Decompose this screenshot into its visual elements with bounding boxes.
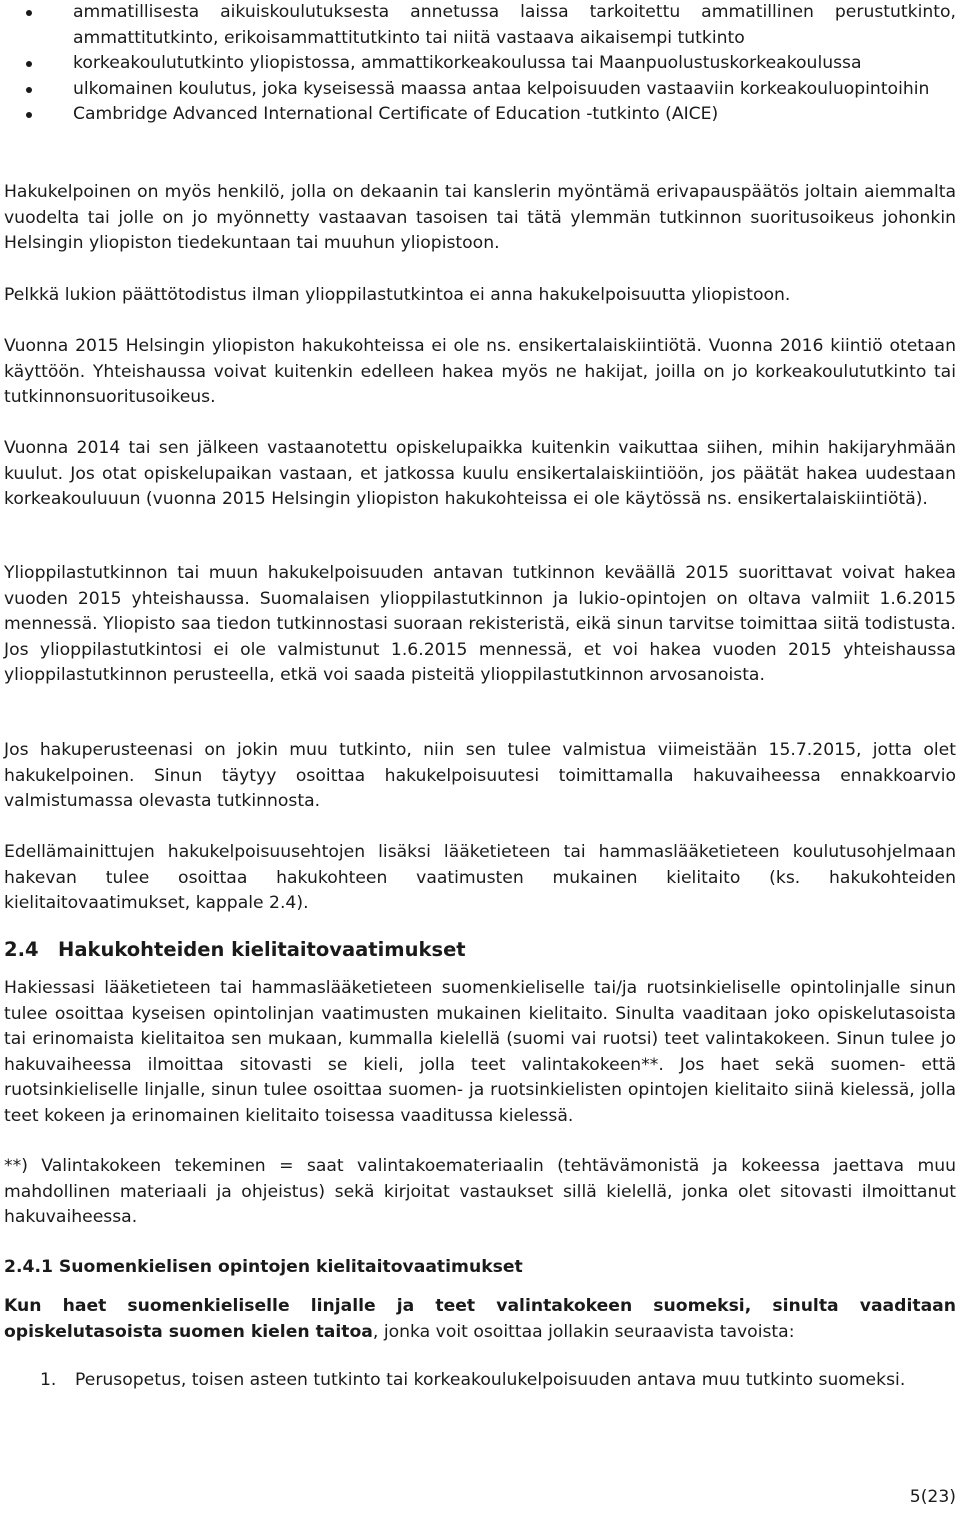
paragraph-matriculation: Ylioppilastutkinnon tai muun hakukelpoisuuden antavan tutkinnon keväällä 2015 suorittavat voivat hakea vuoden 2015 yhteishaussa. Suomalaisen ylioppilastutkinnon ja lukio-opintojen on oltava valmiit 1.6.2015 mennessä. Yliopisto saa tiedon tutkinnostasi suoraan rekisteristä, eikä sinun tarvitse toimittaa siitä todistusta. Jos ylioppilastutkintosi ei ole valmistunut 1.6.2015 mennessä, et voi hakea vuoden 2015 yhteishaussa ylioppilastutkinnon perusteella, etkä voi saada pisteitä ylioppilastutkinnon arvosanoista. bbox=[4, 563, 956, 686]
list-item bbox=[4, 1368, 956, 1394]
bullet-item: ulkomainen koulutus, joka kyseisessä maassa antaa kelpoisuuden vastaaviin korkeakouluopintoihin bbox=[4, 77, 956, 103]
paragraph-first-timer-quota: Vuonna 2015 Helsingin yliopiston hakukohteissa ei ole ns. ensikertalaiskiintiötä. Vuonna 2016 kiintiö otetaan käyttöön. Yhteishaussa voivat kuitenkin edelleen hakea myös ne hakijat, joilla on jo korkeakoulututkinto tai tutkinnonsuoritusoikeus. bbox=[4, 336, 956, 408]
bullet-dot-icon bbox=[26, 87, 32, 93]
paragraph-footnote: **) Valintakokeen tekeminen = saat valintakoemateriaalin (tehtävämonistä ja kokeessa jaettava muu mahdollinen materiaali ja ohjeistus) sekä kirjoitat vastaukset sillä kielellä, jonka olet sitovasti ilmoittanut hakuvaiheessa. bbox=[4, 1156, 956, 1228]
requirement-rest-text: , jonka voit osoittaa jollakin seuraavista tavoista: bbox=[372, 1321, 795, 1342]
list-item-text: Perusopetus, toisen asteen tutkinto tai korkeakoulukelpoisuuden antava muu tutkinto suomeksi. bbox=[75, 1370, 906, 1390]
paragraph-language-skills: Hakiessasi lääketieteen tai hammaslääketieteen suomenkieliselle tai/ja ruotsinkieliselle opintolinjalle sinun tulee osoittaa kyseisen opintolinjan vaatimusten mukainen kielitaito. Sinulta vaaditaan joko opiskelutasoista tai erinomaista kielitaitoa sen mukaan, kummalla kielellä (suomi vai ruotsi) teet valintakokeen. Sinun tulee jo hakuvaiheessa ilmoittaa sitovasti se kieli, jolla teet valintakokeen**. Jos haet sekä suomen- että ruotsinkieliselle linjalle, sinun tulee osoittaa suomen- ja ruotsinkielisten opintojen kielitaito siinä kielessä, jolla teet kokeen ja erinomainen kielitaito toisessa vaaditussa kielessä. bbox=[4, 978, 956, 1126]
section-heading-2-4 bbox=[4, 937, 956, 963]
paragraph-lukio: Pelkkä lukion päättötodistus ilman ylioppilastutkintoa ei anna hakukelpoisuutta yliopistoon. bbox=[4, 285, 791, 305]
bullet-item: ammatillisesta aikuiskoulutuksesta annetussa laissa tarkoitettu ammatillinen perustutkinto, ammattitutkinto, erikoisammattitutkinto tai niitä vastaava aikaisempi tutkinto bbox=[4, 0, 956, 51]
paragraph-2014-place: Vuonna 2014 tai sen jälkeen vastaanotettu opiskelupaikka kuitenkin vaikuttaa siihen, mihin hakijaryhmään kuulut. Jos otat opiskelupaikan vastaan, et jatkossa kuulu ensikertalaiskiintiöön, jos päätät hakea uudestaan korkeakouluuun (vuonna 2015 Helsingin yliopiston hakukohteissa ei ole käytössä ns. ensikertalaiskiintiötä). bbox=[4, 438, 956, 510]
list-item-number: 1. bbox=[40, 1370, 57, 1390]
bullet-dot-icon bbox=[26, 112, 32, 118]
bullet-dot-icon bbox=[26, 10, 32, 16]
paragraph-exemption: Hakukelpoinen on myös henkilö, jolla on dekaanin tai kanslerin myöntämä erivapauspäätös joltain aiemmalta vuodelta tai jolle on jo myönnetty vastaavan tasoisen tai tätä ylemmän tutkinnon suoritusoikeus johonkin Helsingin yliopiston tiedekuntaan tai muuhun yliopistoon. bbox=[4, 182, 956, 254]
eligibility-bullet-list bbox=[4, 0, 956, 128]
bullet-item: Cambridge Advanced International Certificate of Education -tutkinto (AICE) bbox=[4, 102, 956, 128]
section-number: 2.4 bbox=[4, 938, 39, 961]
paragraph-finnish-requirement bbox=[4, 1294, 956, 1345]
paragraph-other-degree: Jos hakuperusteenasi on jokin muu tutkinto, niin sen tulee valmistua viimeistään 15.7.2015, jotta olet hakukelpoinen. Sinun täytyy osoittaa hakukelpoisuutesi toimittamalla hakuvaiheessa ennakkoarvio valmistumassa olevasta tutkinnosta. bbox=[4, 740, 956, 812]
page-number: 5(23) bbox=[909, 1487, 956, 1507]
section-title: Hakukohteiden kielitaitovaatimukset bbox=[58, 938, 466, 961]
paragraph-language-requirement: Edellämainittujen hakukelpoisuusehtojen lisäksi lääketieteen tai hammaslääketieteen koulutusohjelmaan hakevan tulee osoittaa hakukohteen vaatimusten mukainen kielitaito (ks. hakukohteiden kielitaitovaatimukset, kappale 2.4). bbox=[4, 842, 956, 914]
subsection-heading-2-4-1: 2.4.1 Suomenkielisen opintojen kielitaitovaatimukset bbox=[4, 1257, 523, 1277]
bullet-dot-icon bbox=[26, 61, 32, 67]
requirement-bold-text: Kun haet suomenkieliselle linjalle ja teet valintakokeen suomeksi, sinulta vaaditaan opiskelutasoista suomen kielen taitoa bbox=[4, 1296, 956, 1342]
bullet-item: korkeakoulututkinto yliopistossa, ammattikorkeakoulussa tai Maanpuolustuskorkeakoulussa bbox=[4, 51, 956, 77]
